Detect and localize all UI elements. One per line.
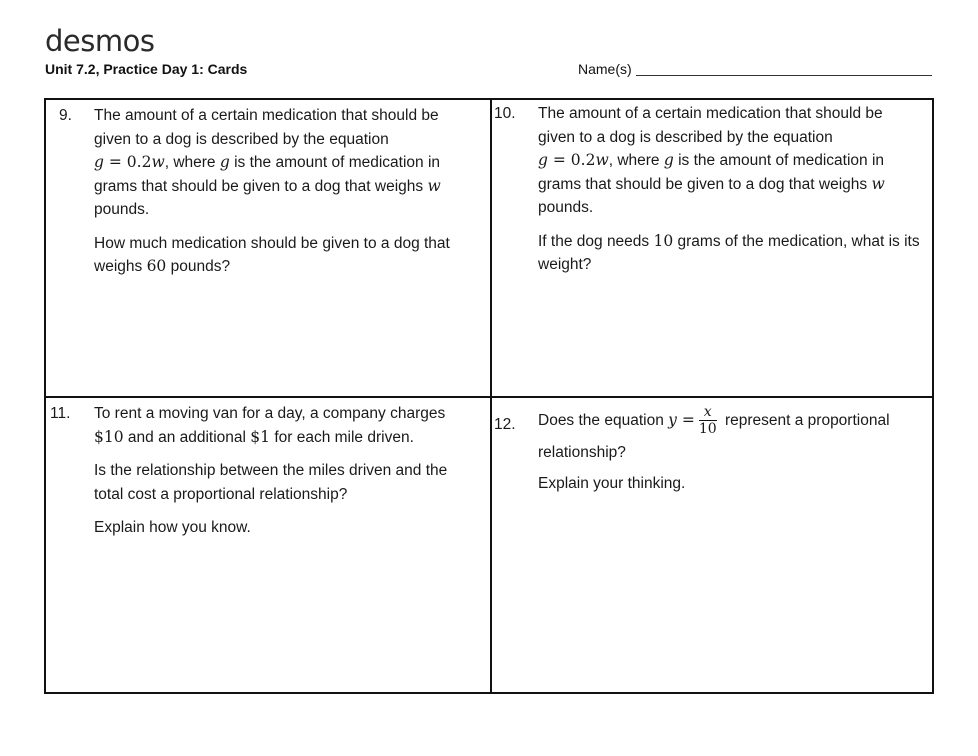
card-11-paragraph-1: To rent a moving van for a day, a company charges $10 and an additional $1 for each mile driven. [94, 405, 446, 446]
card-9-paragraph-2: How much medication should be given to a dog that weighs 60 pounds? [94, 234, 450, 275]
card-12-number: 12. [494, 416, 516, 433]
card-10 [538, 102, 923, 287]
name-field-line[interactable] [636, 75, 932, 76]
cards-grid [44, 98, 934, 694]
card-9-number: 9. [59, 107, 72, 124]
fraction-x-over-10: $\frac{x}{10}$ [698, 404, 717, 438]
page-title: Unit 7.2, Practice Day 1: Cards [45, 61, 248, 77]
card-9 [94, 104, 479, 289]
card-11-number: 11. [50, 405, 71, 422]
card-10-paragraph-2: If the dog needs 10 grams of the medication, what is its weight? [538, 231, 920, 273]
card-11-paragraph-3: Explain how you know. [94, 519, 251, 536]
card-10-paragraph-1: The amount of a certain medication that should be given to a dog is described by the equation g = 0.2w, where g is the amount of medication in grams that should be given to a dog that weighs w pounds. [538, 105, 885, 216]
name-label: Name(s) [578, 61, 632, 77]
grid-divider-horizontal [46, 396, 932, 398]
card-10-number: 10. [494, 105, 516, 122]
card-12-paragraph-1: Does the equation y = $\frac{x}{10}$ represent a proportional relationship? [538, 404, 890, 462]
desmos-logo: desmos [45, 24, 155, 58]
card-11 [94, 402, 479, 550]
card-12-paragraph-2: Explain your thinking. [538, 475, 686, 493]
card-9-paragraph-1: The amount of a certain medication that should be given to a dog is described by the equation g = 0.2w, where g is the amount of medication in grams that should be given to a dog that weighs w pounds. [94, 107, 441, 218]
card-12 [538, 404, 923, 506]
card-11-paragraph-2: Is the relationship between the miles driven and the total cost a proportional relationship? [94, 462, 448, 503]
